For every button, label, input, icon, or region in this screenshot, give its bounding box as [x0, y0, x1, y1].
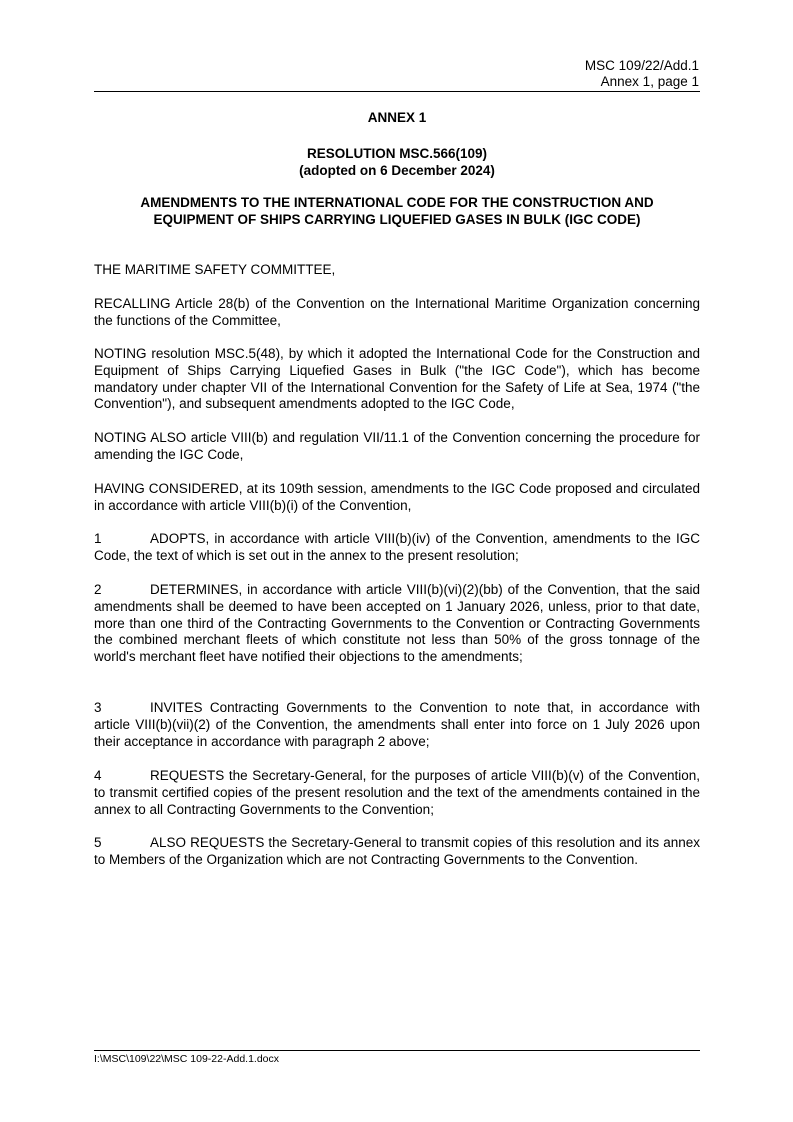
paragraph-text: REQUESTS the Secretary-General, for the purposes of article VIII(b)(v) of the Convention, to transmit certified copies of the present resolution and the text of the amendments contained in the annex to all Contracting Governments to the Convention; — [94, 768, 700, 817]
footer-rule — [94, 1050, 700, 1051]
amendments-title-line-2: EQUIPMENT OF SHIPS CARRYING LIQUEFIED GASES IN BULK (IGC CODE) — [153, 212, 641, 227]
paragraph-number: 5 — [94, 835, 102, 850]
page-header — [585, 58, 699, 90]
operative-paragraph-5 — [94, 835, 700, 869]
paragraph-having-considered: HAVING CONSIDERED, at its 109th session, amendments to the IGC Code proposed and circulated in accordance with article VIII(b)(i) of the Convention, — [94, 481, 700, 513]
paragraph-number: 3 — [94, 700, 102, 715]
header-rule — [94, 91, 700, 92]
resolution-heading — [94, 145, 700, 179]
operative-paragraph-3 — [94, 700, 700, 750]
footer-file-path: I:\MSC\109\22\MSC 109-22-Add.1.docx — [94, 1053, 280, 1065]
paragraph-number: 2 — [94, 582, 102, 597]
resolution-number: RESOLUTION MSC.566(109) — [306, 146, 488, 161]
paragraph-text: INVITES Contracting Governments to the Convention to note that, in accordance with article VIII(b)(vii)(2) of the Convention, the amendments shall enter into force on 1 July 2026 upon their acceptance in accordance with paragraph 2 above; — [94, 700, 700, 749]
amendments-title-line-1: AMENDMENTS TO THE INTERNATIONAL CODE FOR THE CONSTRUCTION AND — [140, 195, 654, 210]
paragraph-number: 1 — [94, 531, 102, 546]
page-reference: Annex 1, page 1 — [600, 74, 699, 89]
amendments-title — [94, 194, 700, 228]
paragraph-noting: NOTING resolution MSC.5(48), by which it adopted the International Code for the Construction and Equipment of Ships Carrying Liquefied Gases in Bulk ("the IGC Code"), which has become mandatory under chapter VII of the International Convention for the Safety of Life at Sea, 1974 ("the Convention"), and subsequent amendments adopted to the IGC Code, — [94, 346, 700, 412]
annex-title: ANNEX 1 — [367, 110, 427, 125]
document-reference: MSC 109/22/Add.1 — [584, 58, 699, 73]
paragraph-noting-also: NOTING ALSO article VIII(b) and regulation VII/11.1 of the Convention concerning the procedure for amending the IGC Code, — [94, 430, 700, 462]
paragraph-text: ADOPTS, in accordance with article VIII(b)(iv) of the Convention, amendments to the IGC Code, the text of which is set out in the annex to the present resolution; — [94, 531, 700, 563]
paragraph-number: 4 — [94, 768, 102, 783]
operative-paragraph-1 — [94, 531, 700, 565]
adoption-date: (adopted on 6 December 2024) — [299, 163, 495, 178]
paragraph-committee: THE MARITIME SAFETY COMMITTEE, — [94, 262, 336, 277]
operative-paragraph-2 — [94, 582, 700, 666]
paragraph-text: ALSO REQUESTS the Secretary-General to transmit copies of this resolution and its annex to Members of the Organization which are not Contracting Governments to the Convention. — [94, 835, 700, 867]
paragraph-recalling: RECALLING Article 28(b) of the Convention on the International Maritime Organization concerning the functions of the Committee, — [94, 296, 700, 328]
paragraph-text: DETERMINES, in accordance with article VIII(b)(vi)(2)(bb) of the Convention, that the said amendments shall be deemed to have been accepted on 1 January 2026, unless, prior to that date, more than one third of the Contracting Governments to the Convention or Contracting Governments the combined merchant fleets of which constitute not less than 50% of the gross tonnage of the world's merchant fleet have notified their objections to the amendments; — [94, 582, 700, 665]
operative-paragraph-4 — [94, 768, 700, 818]
